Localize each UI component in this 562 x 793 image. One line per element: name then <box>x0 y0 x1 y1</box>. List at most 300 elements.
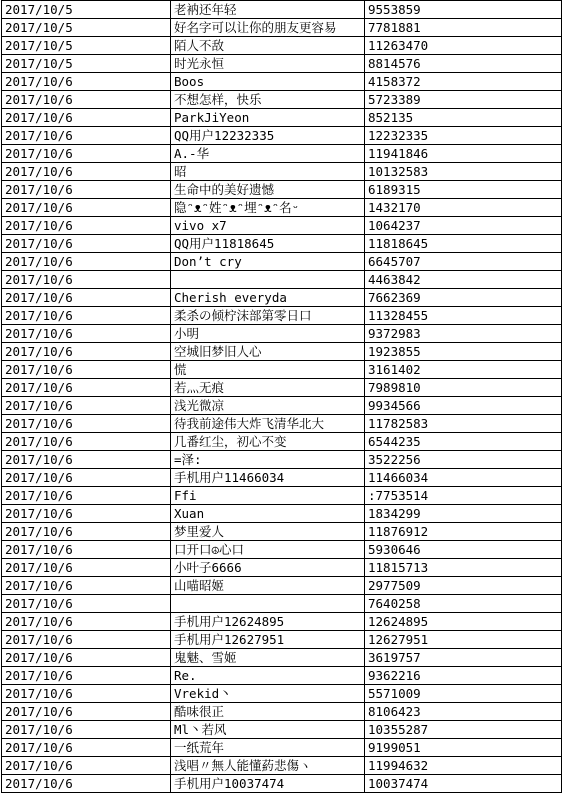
name-cell[interactable] <box>171 595 365 613</box>
name-cell-text: 酷味很正 <box>174 704 225 719</box>
id-cell[interactable] <box>365 613 562 631</box>
date-cell[interactable] <box>2 325 171 343</box>
table-row <box>2 19 562 37</box>
date-cell-text: 2017/10/6 <box>5 506 73 521</box>
id-cell-text: 11782583 <box>368 416 429 431</box>
name-cell[interactable] <box>171 235 365 253</box>
id-cell-text: 5571009 <box>368 686 421 701</box>
id-cell-text: 11466034 <box>368 470 429 485</box>
table-row <box>2 469 562 487</box>
id-cell-text: 7989810 <box>368 380 421 395</box>
name-cell[interactable] <box>171 631 365 649</box>
name-cell-text: 山喵昭姬 <box>174 578 225 593</box>
date-cell-text: 2017/10/5 <box>5 2 73 17</box>
name-cell-text: 生命中的美好遗憾 <box>174 182 275 197</box>
table-body <box>2 1 562 793</box>
date-cell[interactable] <box>2 109 171 127</box>
id-cell[interactable] <box>365 415 562 433</box>
date-cell-text: 2017/10/6 <box>5 200 73 215</box>
table-row <box>2 487 562 505</box>
id-cell[interactable] <box>365 181 562 199</box>
table-row <box>2 451 562 469</box>
date-cell-text: 2017/10/6 <box>5 452 73 467</box>
date-cell-text: 2017/10/6 <box>5 686 73 701</box>
date-cell[interactable] <box>2 631 171 649</box>
date-cell[interactable] <box>2 55 171 73</box>
table-row <box>2 379 562 397</box>
name-cell-text: 手机用户11466034 <box>174 470 285 485</box>
date-cell[interactable] <box>2 253 171 271</box>
date-cell-text: 2017/10/6 <box>5 776 73 791</box>
name-cell-text: 好名字可以让你的朋友更容易 <box>174 20 337 35</box>
date-cell-text: 2017/10/6 <box>5 110 73 125</box>
id-cell-text: 9362216 <box>368 668 421 683</box>
name-cell[interactable] <box>171 91 365 109</box>
id-cell-text: 7662369 <box>368 290 421 305</box>
date-cell-text: 2017/10/6 <box>5 308 73 323</box>
date-cell[interactable] <box>2 451 171 469</box>
name-cell[interactable] <box>171 523 365 541</box>
table-row <box>2 73 562 91</box>
table-row <box>2 703 562 721</box>
date-cell-text: 2017/10/6 <box>5 542 73 557</box>
name-cell-text: 若灬无痕 <box>174 380 225 395</box>
id-cell[interactable] <box>365 631 562 649</box>
id-cell-text: 7781881 <box>368 20 421 35</box>
date-cell-text: 2017/10/6 <box>5 740 73 755</box>
name-cell[interactable] <box>171 505 365 523</box>
date-cell[interactable] <box>2 415 171 433</box>
date-cell[interactable] <box>2 775 171 793</box>
table-row <box>2 559 562 577</box>
name-cell-text: 陌人不敌 <box>174 38 225 53</box>
date-cell-text: 2017/10/6 <box>5 560 73 575</box>
name-cell[interactable] <box>171 37 365 55</box>
date-cell-text: 2017/10/6 <box>5 632 73 647</box>
name-cell[interactable] <box>171 451 365 469</box>
table-row <box>2 55 562 73</box>
name-cell[interactable] <box>171 775 365 793</box>
name-cell[interactable] <box>171 703 365 721</box>
name-cell[interactable] <box>171 127 365 145</box>
date-cell[interactable] <box>2 595 171 613</box>
date-cell[interactable] <box>2 739 171 757</box>
name-cell-text: 慌 <box>174 362 187 377</box>
date-cell-text: 2017/10/5 <box>5 56 73 71</box>
id-cell[interactable] <box>365 163 562 181</box>
name-cell[interactable] <box>171 361 365 379</box>
id-cell[interactable] <box>365 541 562 559</box>
name-cell-text: Vrekid丶 <box>174 686 232 701</box>
date-cell-text: 2017/10/6 <box>5 128 73 143</box>
id-cell-text: 12232335 <box>368 128 429 143</box>
table-row <box>2 595 562 613</box>
date-cell-text: 2017/10/6 <box>5 182 73 197</box>
date-cell[interactable] <box>2 91 171 109</box>
id-cell[interactable] <box>365 127 562 145</box>
name-cell[interactable] <box>171 55 365 73</box>
table-row <box>2 505 562 523</box>
name-cell-text: 待我前途伟大炸飞清华北大 <box>174 416 325 431</box>
table-row <box>2 37 562 55</box>
id-cell[interactable] <box>365 253 562 271</box>
id-cell-text: 12627951 <box>368 632 429 647</box>
table-row <box>2 271 562 289</box>
name-cell[interactable] <box>171 109 365 127</box>
date-cell-text: 2017/10/6 <box>5 578 73 593</box>
name-cell[interactable] <box>171 739 365 757</box>
table-row <box>2 721 562 739</box>
id-cell-text: :7753514 <box>368 488 429 503</box>
name-cell-text: 手机用户10037474 <box>174 776 285 791</box>
name-cell[interactable] <box>171 163 365 181</box>
name-cell[interactable] <box>171 649 365 667</box>
date-cell-text: 2017/10/6 <box>5 218 73 233</box>
date-cell[interactable] <box>2 433 171 451</box>
date-cell-text: 2017/10/6 <box>5 722 73 737</box>
id-cell-text: 10355287 <box>368 722 429 737</box>
date-cell[interactable] <box>2 127 171 145</box>
date-cell[interactable] <box>2 559 171 577</box>
id-cell[interactable] <box>365 739 562 757</box>
table-row <box>2 217 562 235</box>
id-cell-text: 11994632 <box>368 758 429 773</box>
id-cell-text: 11941846 <box>368 146 429 161</box>
name-cell[interactable] <box>171 73 365 91</box>
name-cell-text: 梦里爱人 <box>174 524 225 539</box>
table-row <box>2 199 562 217</box>
name-cell[interactable] <box>171 325 365 343</box>
id-cell[interactable] <box>365 361 562 379</box>
table-row <box>2 343 562 361</box>
id-cell[interactable] <box>365 343 562 361</box>
name-cell[interactable] <box>171 271 365 289</box>
id-cell-text: 1064237 <box>368 218 421 233</box>
table-row <box>2 685 562 703</box>
id-cell[interactable] <box>365 469 562 487</box>
id-cell[interactable] <box>365 721 562 739</box>
name-cell[interactable] <box>171 253 365 271</box>
date-cell[interactable] <box>2 523 171 541</box>
id-cell-text: 852135 <box>368 110 414 125</box>
date-cell-text: 2017/10/5 <box>5 20 73 35</box>
date-cell[interactable] <box>2 397 171 415</box>
id-cell-text: 4463842 <box>368 272 421 287</box>
id-cell[interactable] <box>365 109 562 127</box>
id-cell-text: 5723389 <box>368 92 421 107</box>
id-cell-text: 2977509 <box>368 578 421 593</box>
id-cell-text: 11815713 <box>368 560 429 575</box>
name-cell-text: Don’t cry <box>174 254 242 269</box>
date-cell[interactable] <box>2 721 171 739</box>
date-cell[interactable] <box>2 667 171 685</box>
table-row <box>2 163 562 181</box>
name-cell[interactable] <box>171 577 365 595</box>
name-cell-text: 时光永恒 <box>174 56 225 71</box>
table-row <box>2 631 562 649</box>
name-cell-text: 浅唱〃無人能懂葯悲傷ヽ <box>174 758 312 773</box>
id-cell-text: 5930646 <box>368 542 421 557</box>
id-cell-text: 11263470 <box>368 38 429 53</box>
id-cell[interactable] <box>365 451 562 469</box>
table-row <box>2 145 562 163</box>
date-cell-text: 2017/10/6 <box>5 254 73 269</box>
table-row <box>2 397 562 415</box>
name-cell[interactable] <box>171 613 365 631</box>
id-cell[interactable] <box>365 91 562 109</box>
date-cell-text: 2017/10/5 <box>5 38 73 53</box>
name-cell-text: 空城旧梦旧人心 <box>174 344 262 359</box>
id-cell-text: 10132583 <box>368 164 429 179</box>
table-row <box>2 1 562 19</box>
id-cell-text: 8814576 <box>368 56 421 71</box>
name-cell-text: 小明 <box>174 326 200 341</box>
name-cell-text: A.-华 <box>174 146 210 161</box>
name-cell[interactable] <box>171 145 365 163</box>
name-cell-text: 几番红尘，初心不变 <box>174 434 287 449</box>
date-cell[interactable] <box>2 73 171 91</box>
id-cell[interactable] <box>365 433 562 451</box>
id-cell[interactable] <box>365 649 562 667</box>
name-cell-text: Ffi <box>174 488 197 503</box>
name-cell-text: =泽: <box>174 452 202 467</box>
name-cell-text: Re. <box>174 668 197 683</box>
id-cell-text: 6544235 <box>368 434 421 449</box>
name-cell[interactable] <box>171 487 365 505</box>
date-cell-text: 2017/10/6 <box>5 344 73 359</box>
name-cell[interactable] <box>171 469 365 487</box>
id-cell[interactable] <box>365 487 562 505</box>
table-row <box>2 361 562 379</box>
date-cell[interactable] <box>2 577 171 595</box>
name-cell-text: Ml丶若风 <box>174 722 227 737</box>
id-cell-text: 4158372 <box>368 74 421 89</box>
name-cell-text: 隐ᵔᴥᵔ姓ᵔᴥᵔ埋ᵔᴥᵔ名ᵕ <box>174 200 300 215</box>
id-cell[interactable] <box>365 271 562 289</box>
date-cell-text: 2017/10/6 <box>5 758 73 773</box>
name-cell[interactable] <box>171 1 365 19</box>
id-cell-text: 9934566 <box>368 398 421 413</box>
id-cell[interactable] <box>365 577 562 595</box>
name-cell[interactable] <box>171 307 365 325</box>
id-cell-text: 9199051 <box>368 740 421 755</box>
name-cell[interactable] <box>171 19 365 37</box>
id-cell[interactable] <box>365 37 562 55</box>
name-cell[interactable] <box>171 181 365 199</box>
name-cell-text: Boos <box>174 74 205 89</box>
name-cell-text: 小叶子6666 <box>174 560 242 575</box>
id-cell-text: 3161402 <box>368 362 421 377</box>
date-cell-text: 2017/10/6 <box>5 362 73 377</box>
date-cell-text: 2017/10/6 <box>5 470 73 485</box>
name-cell-text: Cherish everyda <box>174 290 287 305</box>
date-cell-text: 2017/10/6 <box>5 146 73 161</box>
table-row <box>2 253 562 271</box>
date-cell[interactable] <box>2 235 171 253</box>
date-cell[interactable] <box>2 307 171 325</box>
date-cell[interactable] <box>2 1 171 19</box>
id-cell[interactable] <box>365 289 562 307</box>
name-cell-text: 一纸荒年 <box>174 740 225 755</box>
date-cell[interactable] <box>2 487 171 505</box>
id-cell[interactable] <box>365 505 562 523</box>
date-cell-text: 2017/10/6 <box>5 380 73 395</box>
date-cell[interactable] <box>2 685 171 703</box>
date-cell[interactable] <box>2 649 171 667</box>
id-cell[interactable] <box>365 757 562 775</box>
name-cell-text: QQ用户11818645 <box>174 236 275 251</box>
name-cell-text: QQ用户12232335 <box>174 128 275 143</box>
name-cell[interactable] <box>171 289 365 307</box>
date-cell[interactable] <box>2 37 171 55</box>
date-cell-text: 2017/10/6 <box>5 668 73 683</box>
date-cell[interactable] <box>2 613 171 631</box>
name-cell[interactable] <box>171 217 365 235</box>
date-cell[interactable] <box>2 181 171 199</box>
table-row <box>2 667 562 685</box>
id-cell-text: 3522256 <box>368 452 421 467</box>
date-cell-text: 2017/10/6 <box>5 164 73 179</box>
id-cell[interactable] <box>365 379 562 397</box>
table-row <box>2 541 562 559</box>
id-cell-text: 9372983 <box>368 326 421 341</box>
date-cell[interactable] <box>2 343 171 361</box>
date-cell[interactable] <box>2 757 171 775</box>
date-cell[interactable] <box>2 505 171 523</box>
id-cell[interactable] <box>365 235 562 253</box>
name-cell-text: 手机用户12627951 <box>174 632 285 647</box>
id-cell[interactable] <box>365 217 562 235</box>
name-cell-text: 手机用户12624895 <box>174 614 285 629</box>
id-cell[interactable] <box>365 685 562 703</box>
id-cell-text: 3619757 <box>368 650 421 665</box>
id-cell[interactable] <box>365 1 562 19</box>
id-cell-text: 11876912 <box>368 524 429 539</box>
data-table <box>1 0 562 793</box>
date-cell[interactable] <box>2 289 171 307</box>
name-cell-text: Xuan <box>174 506 205 521</box>
table-row <box>2 289 562 307</box>
name-cell[interactable] <box>171 721 365 739</box>
table-row <box>2 181 562 199</box>
id-cell-text: 11818645 <box>368 236 429 251</box>
id-cell[interactable] <box>365 559 562 577</box>
date-cell-text: 2017/10/6 <box>5 290 73 305</box>
id-cell-text: 8106423 <box>368 704 421 719</box>
id-cell[interactable] <box>365 307 562 325</box>
table-row <box>2 757 562 775</box>
table-row <box>2 109 562 127</box>
id-cell-text: 6189315 <box>368 182 421 197</box>
id-cell-text: 10037474 <box>368 776 429 791</box>
name-cell-text: 鬼魅、雪姬 <box>174 650 237 665</box>
name-cell-text: 不想怎样，快乐 <box>174 92 262 107</box>
date-cell-text: 2017/10/6 <box>5 596 73 611</box>
id-cell[interactable] <box>365 775 562 793</box>
date-cell-text: 2017/10/6 <box>5 614 73 629</box>
table-row <box>2 739 562 757</box>
name-cell[interactable] <box>171 199 365 217</box>
date-cell[interactable] <box>2 379 171 397</box>
date-cell-text: 2017/10/6 <box>5 416 73 431</box>
id-cell[interactable] <box>365 145 562 163</box>
date-cell-text: 2017/10/6 <box>5 434 73 449</box>
table-row <box>2 325 562 343</box>
name-cell[interactable] <box>171 541 365 559</box>
table-row <box>2 433 562 451</box>
table-row <box>2 415 562 433</box>
table-row <box>2 235 562 253</box>
name-cell-text: vivo x7 <box>174 218 227 233</box>
date-cell[interactable] <box>2 199 171 217</box>
id-cell[interactable] <box>365 523 562 541</box>
date-cell[interactable] <box>2 163 171 181</box>
date-cell-text: 2017/10/6 <box>5 92 73 107</box>
name-cell[interactable] <box>171 415 365 433</box>
date-cell[interactable] <box>2 541 171 559</box>
name-cell[interactable] <box>171 433 365 451</box>
name-cell[interactable] <box>171 667 365 685</box>
table-row <box>2 523 562 541</box>
name-cell[interactable] <box>171 397 365 415</box>
id-cell-text: 1834299 <box>368 506 421 521</box>
table-row <box>2 649 562 667</box>
date-cell[interactable] <box>2 469 171 487</box>
id-cell[interactable] <box>365 703 562 721</box>
id-cell-text: 11328455 <box>368 308 429 323</box>
table-row <box>2 91 562 109</box>
name-cell[interactable] <box>171 559 365 577</box>
table-row <box>2 613 562 631</box>
id-cell[interactable] <box>365 19 562 37</box>
table-row <box>2 127 562 145</box>
date-cell[interactable] <box>2 703 171 721</box>
date-cell[interactable] <box>2 145 171 163</box>
name-cell[interactable] <box>171 343 365 361</box>
name-cell[interactable] <box>171 685 365 703</box>
id-cell[interactable] <box>365 595 562 613</box>
date-cell-text: 2017/10/6 <box>5 74 73 89</box>
table-row <box>2 775 562 793</box>
id-cell[interactable] <box>365 199 562 217</box>
name-cell-text: 昭 <box>174 164 187 179</box>
date-cell-text: 2017/10/6 <box>5 398 73 413</box>
id-cell[interactable] <box>365 55 562 73</box>
name-cell[interactable] <box>171 757 365 775</box>
id-cell-text: 9553859 <box>368 2 421 17</box>
date-cell-text: 2017/10/6 <box>5 236 73 251</box>
date-cell[interactable] <box>2 19 171 37</box>
date-cell[interactable] <box>2 217 171 235</box>
date-cell[interactable] <box>2 271 171 289</box>
id-cell-text: 1923855 <box>368 344 421 359</box>
name-cell[interactable] <box>171 379 365 397</box>
table-row <box>2 577 562 595</box>
date-cell-text: 2017/10/6 <box>5 326 73 341</box>
id-cell[interactable] <box>365 667 562 685</box>
id-cell-text: 1432170 <box>368 200 421 215</box>
name-cell-text: 浅光微凉 <box>174 398 225 413</box>
date-cell[interactable] <box>2 361 171 379</box>
id-cell-text: 12624895 <box>368 614 429 629</box>
name-cell-text: 老衲还年轻 <box>174 2 237 17</box>
date-cell-text: 2017/10/6 <box>5 650 73 665</box>
date-cell-text: 2017/10/6 <box>5 488 73 503</box>
id-cell[interactable] <box>365 325 562 343</box>
id-cell[interactable] <box>365 73 562 91</box>
date-cell-text: 2017/10/6 <box>5 272 73 287</box>
id-cell[interactable] <box>365 397 562 415</box>
